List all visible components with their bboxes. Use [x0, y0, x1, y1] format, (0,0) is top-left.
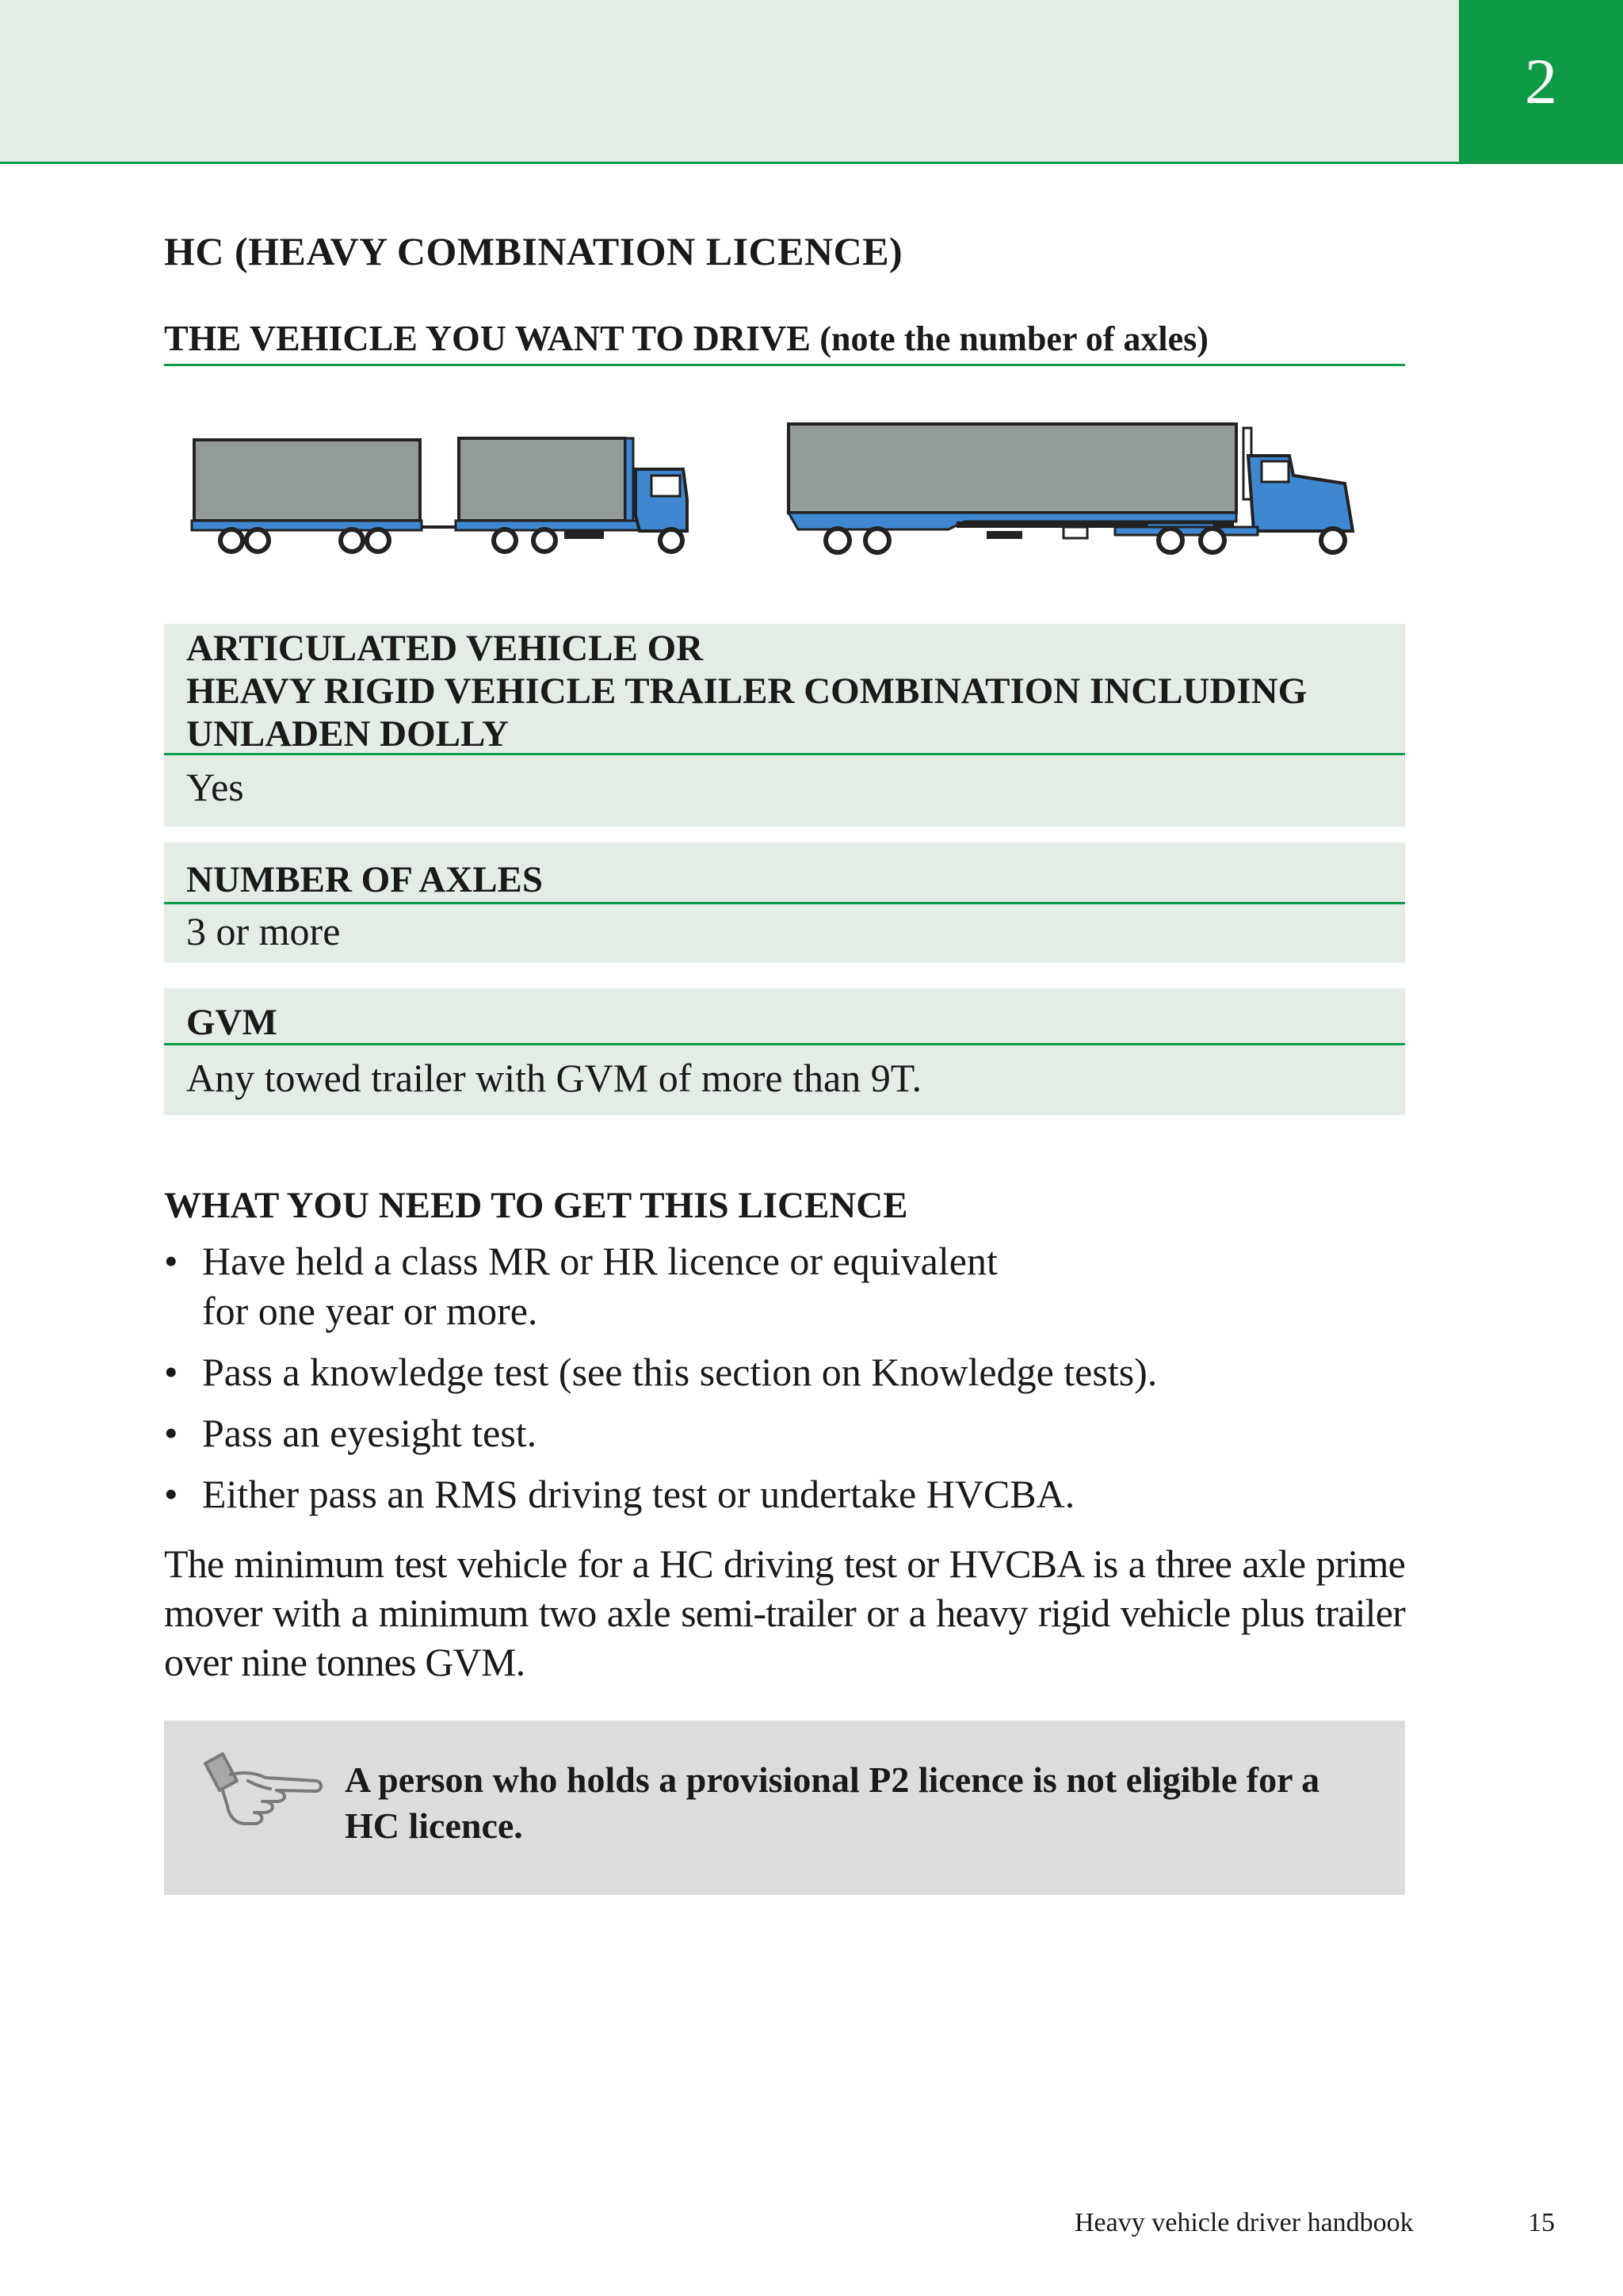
vehicle-type-value: Yes [186, 765, 244, 809]
vehicle-heading-note: (note the number of axles) [819, 319, 1209, 358]
requirements-list [164, 1236, 1405, 1530]
gvm-label: GVM [164, 988, 1405, 1045]
test-vehicle-paragraph: The minimum test vehicle for a HC driving test or HVCBA is a three axle prime mover with a minimum two axle semi-trailer or a heavy rigid vehicle plus trailer over nine tonnes GVM. [164, 1541, 1405, 1684]
list-item: • Either pass an RMS driving test or undertake HVCBA. [164, 1469, 1405, 1519]
bullet-icon: • [164, 1239, 178, 1283]
vehicle-type-row [164, 624, 1405, 827]
footer-title: Heavy vehicle driver handbook [1075, 2208, 1414, 2237]
gvm-row [164, 988, 1405, 1115]
bullet-icon: • [164, 1350, 178, 1394]
list-item: • Pass an eyesight test. [164, 1408, 1405, 1458]
prime-mover-semi-trailer-illustration [789, 424, 1353, 552]
page-title: HC (HEAVY COMBINATION LICENCE) [164, 229, 903, 273]
header-band [0, 0, 1459, 162]
note-text: A person who holds a provisional P2 licence is not eligible for a HC licence. [345, 1759, 1320, 1846]
vehicle-illustrations [164, 396, 1405, 579]
note-box [164, 1721, 1405, 1895]
chapter-number-tab: 2 [1459, 0, 1623, 163]
list-item: • Pass a knowledge test (see this section on Knowledge tests). [164, 1347, 1405, 1397]
axles-value: 3 or more [186, 909, 341, 953]
vehicle-type-label-line1: ARTICULATED VEHICLE OR [186, 628, 704, 669]
axles-row [164, 842, 1405, 963]
vehicle-heading [164, 317, 1405, 366]
vehicle-heading-text: THE VEHICLE YOU WANT TO DRIVE [164, 318, 811, 358]
bullet-icon: • [164, 1411, 178, 1455]
pointing-hand-icon [199, 1749, 326, 1836]
requirements-heading: WHAT YOU NEED TO GET THIS LICENCE [164, 1185, 908, 1226]
page-number: 15 [1528, 2208, 1555, 2237]
axles-label: NUMBER OF AXLES [164, 842, 1405, 904]
truck-and-dog-trailer-illustration [192, 438, 687, 552]
bullet-icon: • [164, 1472, 178, 1516]
list-item: • Have held a class MR or HR licence or equivalent for one year or more. [164, 1236, 1405, 1336]
header-rule [0, 162, 1623, 164]
gvm-value: Any towed trailer with GVM of more than 9T. [186, 1056, 922, 1100]
vehicle-type-label-line2: HEAVY RIGID VEHICLE TRAILER COMBINATION INCLUDING UNLADEN DOLLY [186, 670, 1308, 755]
vehicle-type-label [164, 624, 1405, 755]
